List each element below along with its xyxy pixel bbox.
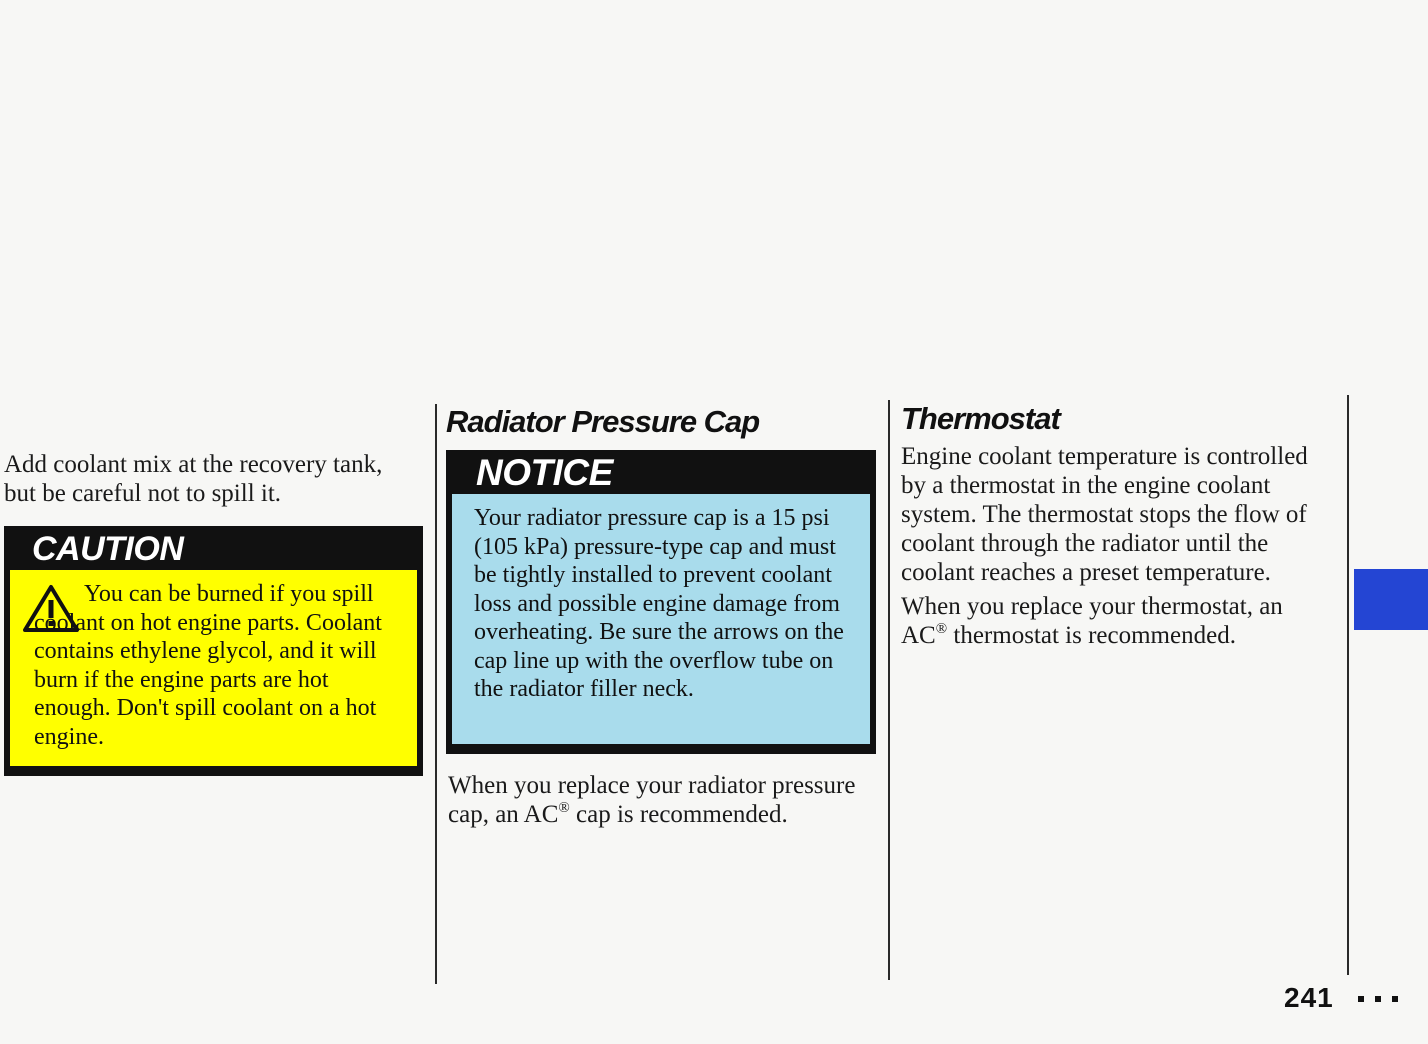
radiator-pressure-cap-heading: Radiator Pressure Cap (446, 404, 760, 439)
caution-body (10, 570, 417, 766)
pressure-cap-replace-paragraph: When you replace your radiator pressure cap, an AC® cap is recommended. (448, 772, 856, 828)
thermostat-paragraph: Engine coolant temperature is controlled by a thermostat in the engine coolant system. The thermostat stops the flow of coolant through the radiator until the coolant reaches a preset temperature. (901, 443, 1308, 586)
column-divider-left (435, 404, 437, 984)
column-divider-right (1347, 395, 1349, 975)
thermostat-heading: Thermostat (901, 401, 1060, 436)
caution-box (4, 526, 423, 776)
thermostat-replace-paragraph: When you replace your thermostat, an AC® thermostat is recommended. (901, 593, 1283, 649)
notice-text: Your radiator pressure cap is a 15 psi (105 kPa) pressure-type cap and must be tightly installed to prevent coolant loss and possible engine damage from overheating. Be sure the arrows on the cap line up with the overflow tube on the radiator filler neck. (474, 505, 844, 702)
notice-box (446, 450, 876, 754)
caution-text: You can be burned if you spill coolant on hot engine parts. Coolant contains ethylene glycol, and it will burn if the engine parts are hot enough. Don't spill coolant on a hot engine. (34, 581, 382, 750)
column-divider-middle (888, 400, 890, 980)
page-number: 241 (1284, 982, 1334, 1013)
notice-title: NOTICE (476, 452, 613, 493)
recovery-tank-paragraph: Add coolant mix at the recovery tank, but be careful not to spill it. (4, 451, 383, 507)
section-tab-marker (1354, 569, 1428, 630)
caution-title: CAUTION (32, 530, 184, 568)
notice-body (452, 494, 870, 744)
page-dots-icon (1358, 996, 1406, 1002)
